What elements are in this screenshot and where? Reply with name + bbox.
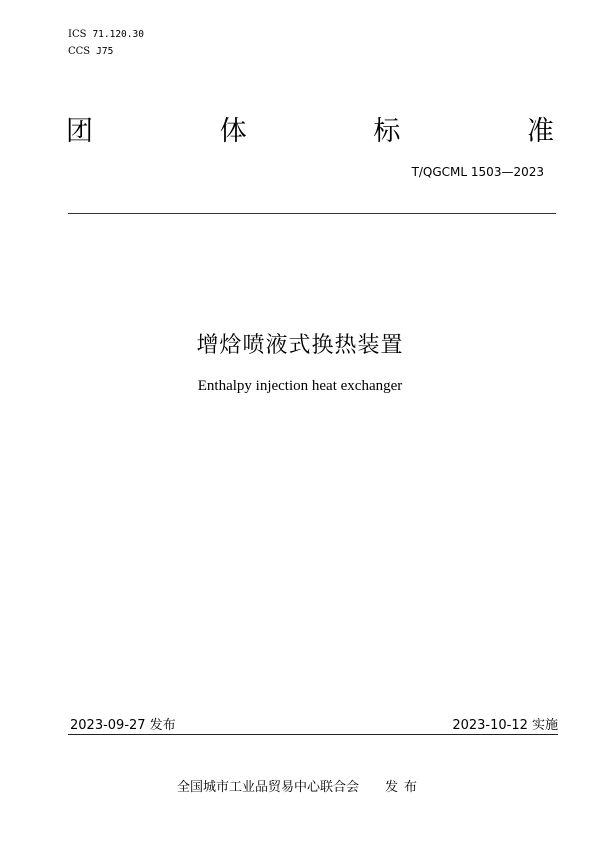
ics-code: 71.120.30 [92,29,144,40]
ics-label: ICS [68,29,87,40]
ccs-label: CCS [68,46,91,57]
implementation-date: 2023-10-12 实施 [452,718,558,733]
header-divider [68,213,556,214]
publisher-line [0,776,600,795]
footer-divider [68,734,558,735]
release-date: 2023-09-27 发布 [70,718,176,733]
banner-char-4: 准 [526,116,554,147]
ics-classification [68,29,144,41]
title-chinese: 增焓喷液式换热装置 [196,333,404,358]
ccs-code: J75 [96,46,114,57]
standard-type-banner [66,114,554,150]
publisher-name: 全国城市工业品贸易中心联合会 [176,780,359,795]
title-english: Enthalpy injection heat exchanger [197,378,403,394]
ccs-classification [68,46,113,58]
banner-char-1: 团 [66,116,93,147]
standard-number: T/QGCML 1503—2023 [411,165,544,179]
banner-char-2: 体 [219,116,247,147]
banner-char-3: 标 [373,116,401,147]
publisher-action: 发布 [385,780,424,795]
